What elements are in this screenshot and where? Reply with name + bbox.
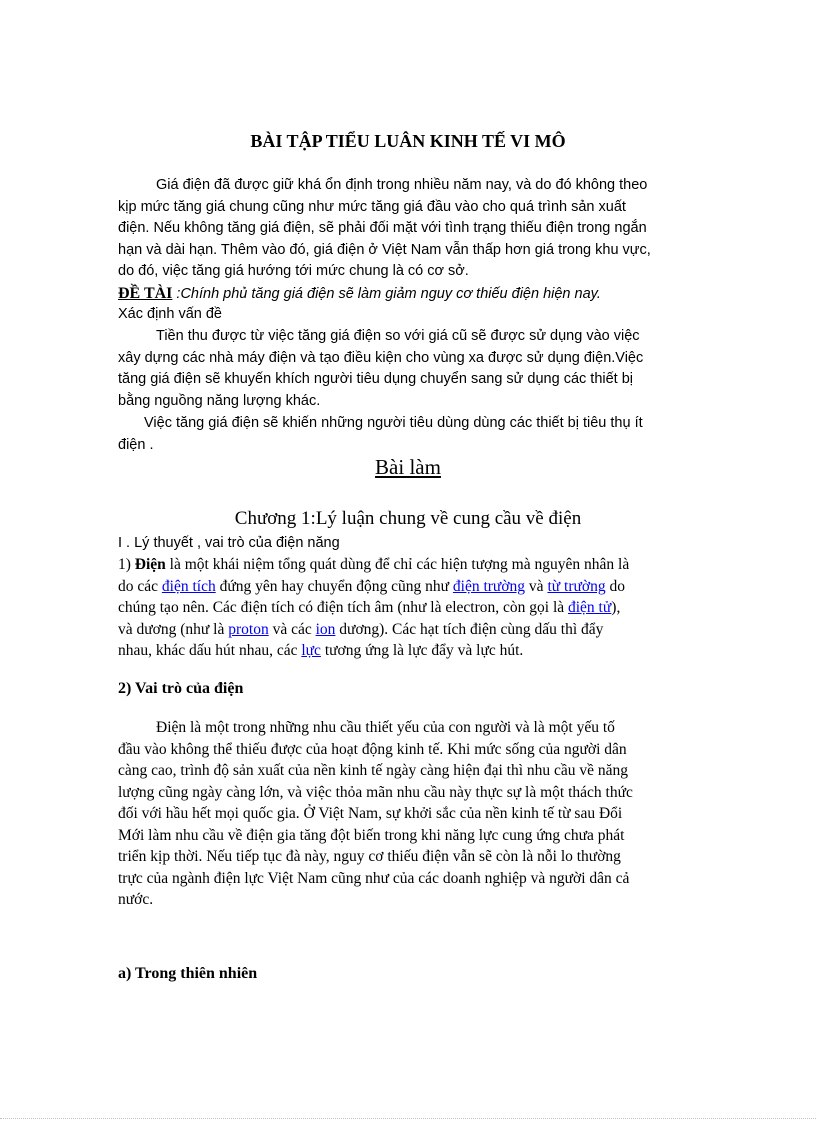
document-title: BÀI TẬP TIỂU LUÂN KINH TẾ VI MÔ (250, 131, 566, 151)
topic-label: ĐỀ TÀI (118, 285, 173, 302)
intro-paragraph (118, 175, 698, 283)
intro-line: do đó, việc tăng giá hướng tới mức chung là có cơ sở. (118, 263, 469, 279)
page-bottom-divider (0, 1118, 816, 1119)
link-proton[interactable]: proton (228, 620, 269, 638)
electricity-definition: 1) Điện là một khái niệm tổng quát dùng để chỉ các hiện tượng mà nguyên nhân là do các điện tích đứng yên hay chuyển động cũng như điện trường và từ trường do chúng tạo nên. Các điện tích có điện tích âm (như là electron, còn gọi là điện tử), và dương (như là proton và các ion dương). Các hạt tích điện cùng dấu thì đẩy nhau, khác dấu hút nhau, các lực tương ứng là lực đẩy và lực hút. (118, 556, 630, 659)
intro-line: hạn và dài hạn. Thêm vào đó, giá điện ở Việt Nam vẫn thấp hơn giá trong khu vực, (118, 241, 651, 258)
role-line: Điện là một trong những nhu cầu thiết yếu của con người và là một yếu tố (156, 719, 615, 736)
revenue-paragraph (118, 326, 698, 412)
role-line: triển kịp thời. Nếu tiếp tục đà này, nguy cơ thiếu điện vẫn sẽ còn là nỗi lo thường (118, 848, 621, 865)
role-line: trực của ngành điện lực Việt Nam cũng như của các doanh nghiệp và người dân cả (118, 869, 630, 887)
term-electricity: Điện (134, 556, 166, 573)
role-line: lượng cũng ngày càng lớn, và việc thỏa mãn nhu cầu này thực sự là một thách thức (118, 783, 633, 801)
link-dien-truong[interactable]: điện trường (452, 577, 526, 595)
intro-line: kịp mức tăng giá chung cũng như mức tăng giá đầu vào cho quá trình sản xuất (118, 198, 626, 215)
chapter-heading: Chương 1:Lý luận chung về cung cầu về điện (234, 508, 582, 529)
role-line: nước. (118, 891, 154, 908)
work-heading: Bài làm (375, 455, 441, 479)
consumer-line: Việc tăng giá điện sẽ khiến những người tiêu dùng dùng các thiết bị tiêu thụ ít (144, 415, 643, 431)
problem-heading (118, 304, 698, 326)
role-line: càng cao, trình độ sản xuất của nền kinh tế ngày càng hiện đại thì nhu cầu về năng (118, 762, 629, 779)
theory-heading-text: I . Lý thuyết , vai trò của điện năng (118, 535, 340, 551)
problem-heading-text: Xác định vấn đề (118, 306, 222, 322)
link-luc[interactable]: lực (301, 642, 321, 659)
topic-text: :Chính phủ tăng giá điện sẽ làm giảm nguy cơ thiếu điện hiện nay. (176, 286, 601, 302)
revenue-line: Tiền thu được từ việc tăng giá điện so với giá cũ sẽ được sử dụng vào việc (156, 328, 640, 344)
revenue-line: bằng nguồng năng lượng khác. (118, 392, 321, 409)
topic-line (118, 283, 698, 306)
role-line: Mới làm nhu cầu về điện gia tăng đột biến trong khi năng lực cung ứng chưa phát (118, 826, 625, 844)
role-heading: 2) Vai trò của điện (118, 680, 244, 697)
intro-line: Giá điện đã được giữ khá ổn định trong nhiều năm nay, và do đó không theo (156, 177, 648, 193)
nature-heading: a) Trong thiên nhiên (118, 965, 258, 982)
consumer-paragraph (118, 413, 698, 456)
intro-line: điện. Nếu không tăng giá điện, sẽ phải đối mặt với tình trạng thiếu điện trong ngắn (118, 220, 647, 236)
revenue-line: tăng giá điện sẽ khuyến khích người tiêu dụng chuyển sang sử dụng các thiết bị (118, 371, 634, 387)
revenue-line: xây dựng các nhà máy điện và tạo điều kiện cho vùng xa được sử dụng điện.Việc (118, 349, 644, 366)
link-dien-tu[interactable]: điện tử (568, 599, 612, 616)
role-paragraph (118, 717, 698, 911)
role-line: đầu vào không thể thiếu được của hoạt động kinh tế. Khi mức sống của người dân (118, 740, 627, 758)
link-tu-truong[interactable]: từ trường (547, 577, 606, 595)
theory-heading (118, 533, 698, 555)
link-dien-tich[interactable]: điện tích (161, 577, 216, 595)
link-ion[interactable]: ion (315, 620, 336, 638)
consumer-line: điện . (118, 436, 154, 453)
role-line: đối với hầu hết mọi quốc gia. Ở Việt Nam, sự khởi sắc của nền kinh tế từ sau Đổi (118, 805, 623, 822)
